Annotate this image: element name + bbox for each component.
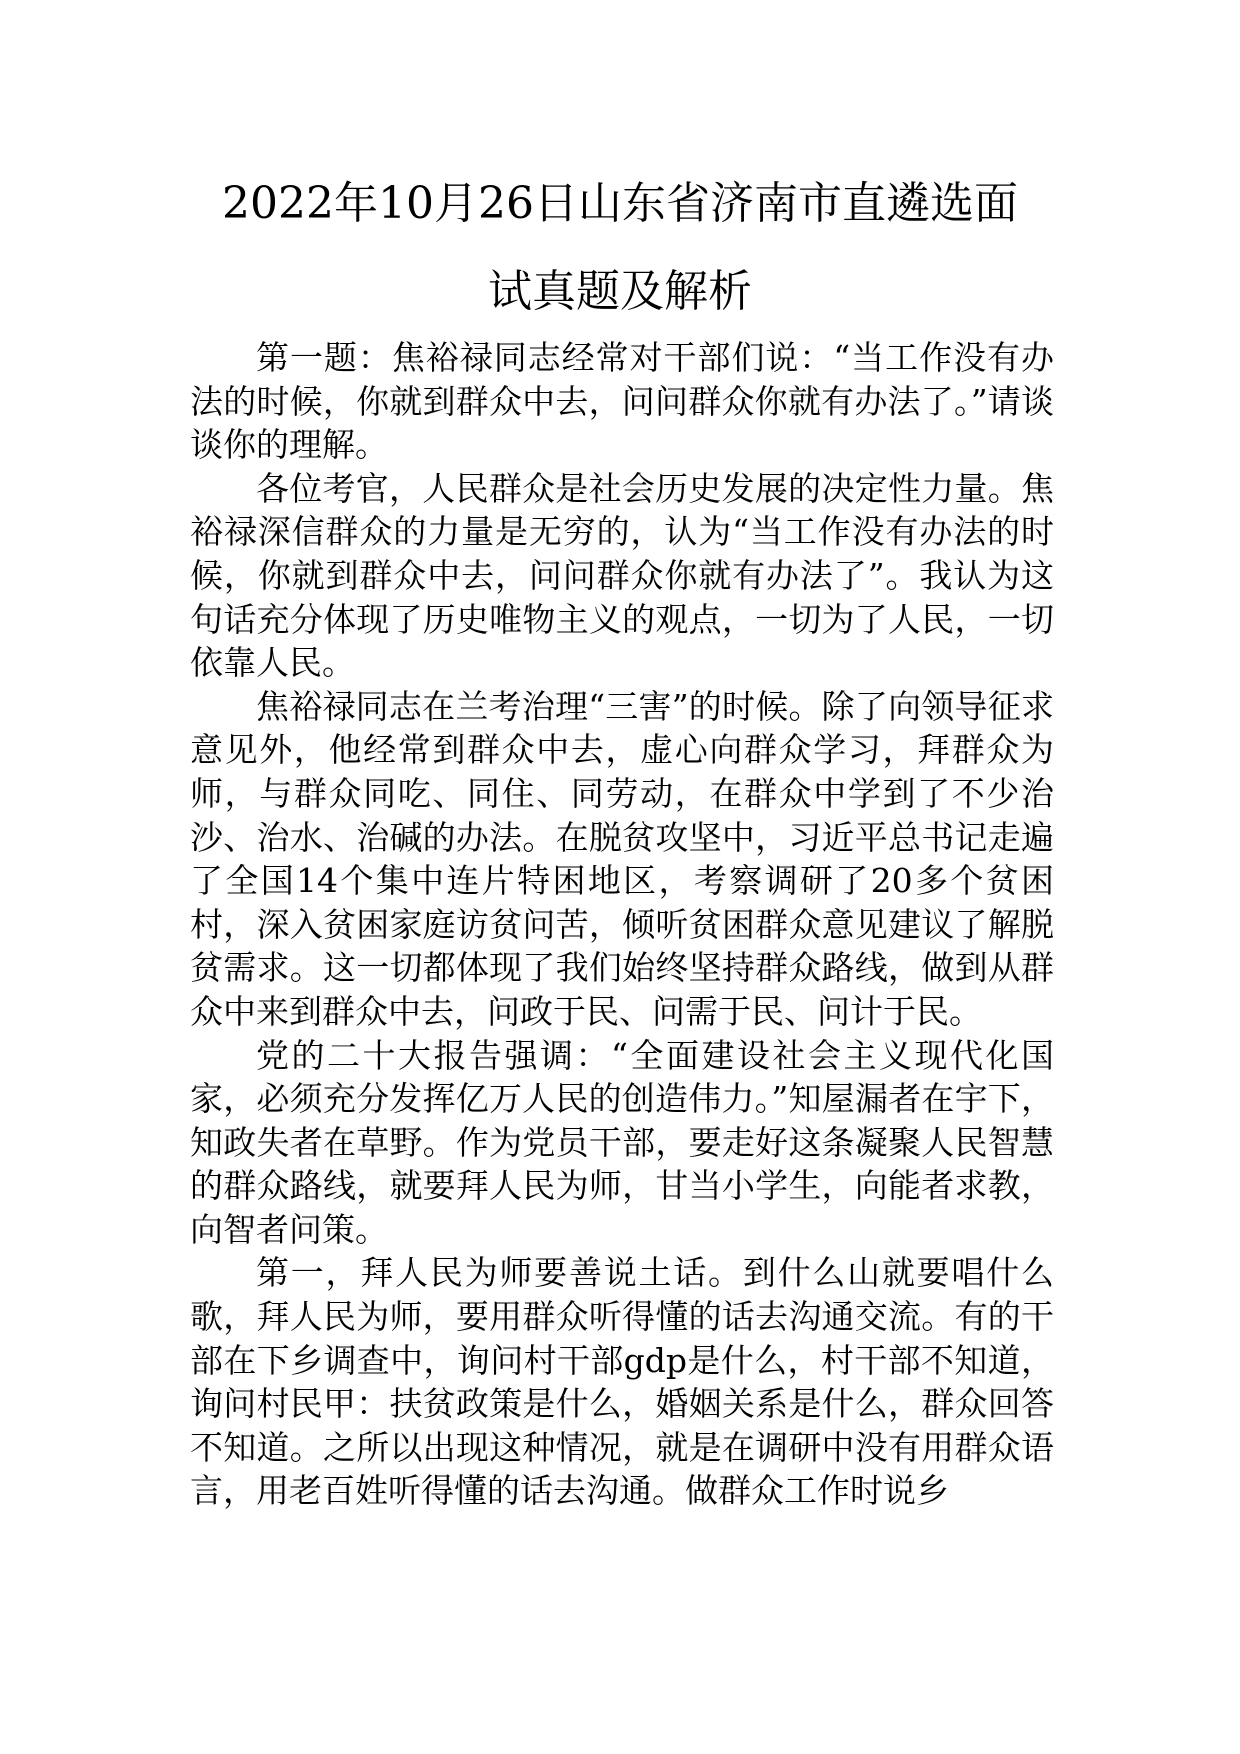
document-title-line-2: 试真题及解析 [488,266,752,317]
answer-paragraph-report: 党的二十大报告强调：“全面建设社会主义现代化国家，必须充分发挥亿万人民的创造伟力。”知屋漏者在宇下，知政失者在草野。作为党员干部，要走好这条凝聚人民智慧的群众路线，就要拜人民为师，甘当小学生，向能者求教，向智者问策。 [190,1035,1054,1249]
answer-paragraph-intro: 各位考官，人民群众是社会历史发展的决定性力量。焦裕禄深信群众的力量是无穷的，认为“当工作没有办法的时候，你就到群众中去，问问群众你就有办法了”。我认为这句话充分体现了历史唯物主义的观点，一切为了人民，一切依靠人民。 [190,468,1054,683]
answer-paragraph-first-point: 第一，拜人民为师要善说土话。到什么山就要唱什么歌，拜人民为师，要用群众听得懂的话去沟通交流。有的干部在下乡调查中，询问村干部gdp是什么，村干部不知道，询问村民甲：扶贫政策是什么，婚姻关系是什么，群众回答不知道。之所以出现这种情况，就是在调研中没有用群众语言，用老百姓听得懂的话去沟通。做群众工作时说乡 [190,1253,1054,1511]
document-body [190,336,1054,1513]
answer-paragraph-examples: 焦裕禄同志在兰考治理“三害”的时候。除了向领导征求意见外，他经常到群众中去，虚心向群众学习，拜群众为师，与群众同吃、同住、同劳动，在群众中学到了不少治沙、治水、治碱的办法。在脱贫攻坚中，习近平总书记走遍了全国14个集中连片特困地区，考察调研了20多个贫困村，深入贫困家庭访贫问苦，倾听贫困群众意见建议了解脱贫需求。这一切都体现了我们始终坚持群众路线，做到从群众中来到群众中去，问政于民、问需于民、问计于民。 [190,686,1054,1031]
document-title-line-1: 2022年10月26日山东省济南市直遴选面 [222,178,1018,229]
question-paragraph: 第一题：焦裕禄同志经常对干部们说：“当工作没有办法的时候，你就到群众中去，问问群众你就有办法了。”请谈谈你的理解。 [190,338,1054,465]
